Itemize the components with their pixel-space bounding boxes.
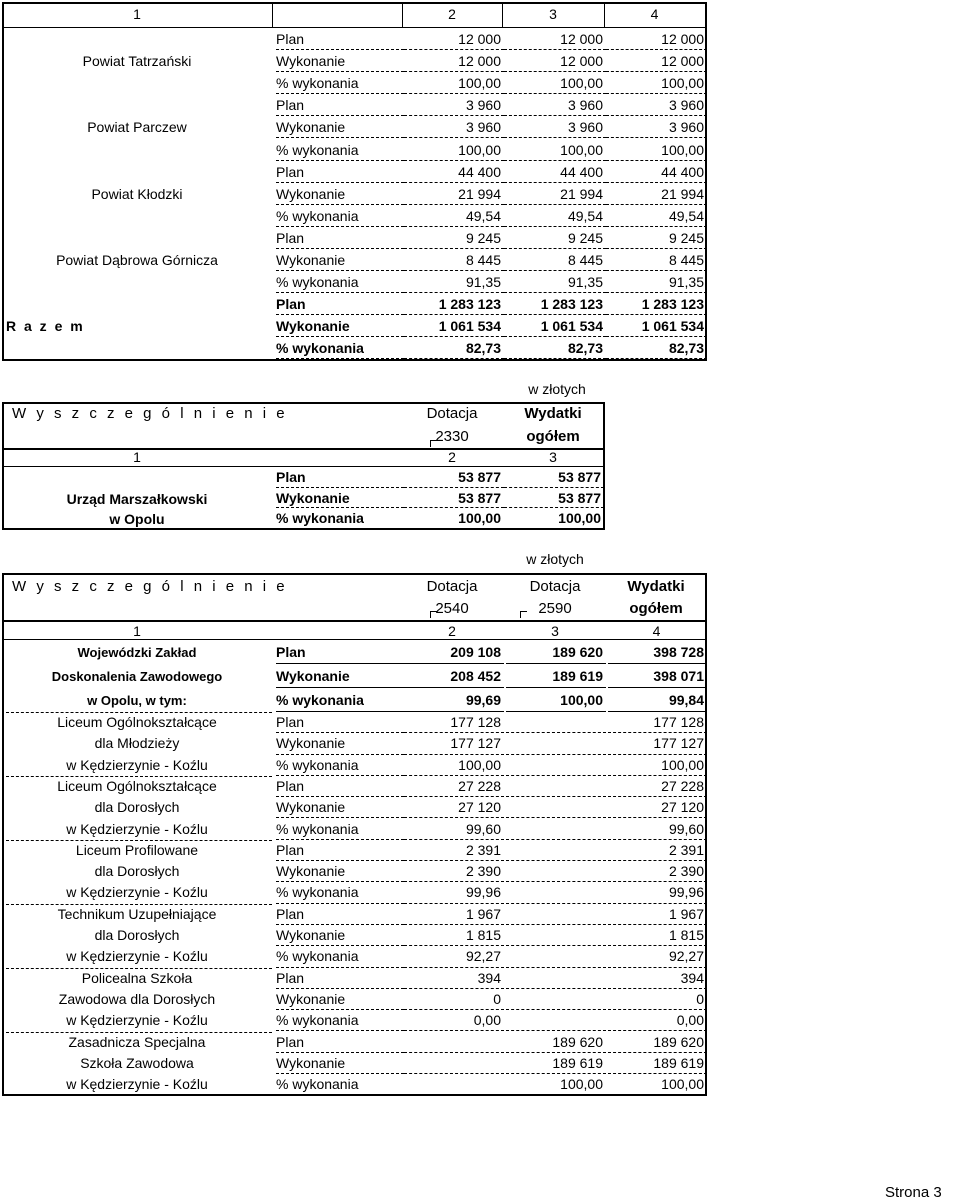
- row-label: Wykonanie: [276, 488, 404, 509]
- value-cell: 100,00: [504, 72, 606, 94]
- row-label: Plan: [276, 712, 404, 733]
- value-cell: 91,35: [606, 271, 707, 293]
- value-cell: [506, 1010, 606, 1031]
- table1-header-row: [2, 4, 707, 26]
- table1-row: [2, 337, 705, 359]
- value-cell: 9 245: [404, 227, 504, 249]
- row-label: Wykonanie: [276, 733, 404, 754]
- table3-sub-name-line: Liceum Ogólnokształcące: [57, 777, 217, 794]
- value-cell: 1 967: [608, 904, 707, 925]
- value-cell: 12 000: [404, 28, 504, 50]
- table3-sub-name-line: dla Dorosłych: [94, 863, 180, 880]
- table3-sub-row: [2, 1010, 705, 1031]
- value-cell: [404, 1074, 504, 1095]
- value-cell: 27 228: [608, 776, 707, 797]
- value-cell: [506, 819, 606, 840]
- table1-colnum-4: 4: [650, 6, 659, 22]
- table2-row: [2, 488, 605, 509]
- value-cell: 3 960: [504, 94, 606, 116]
- value-cell: 177 128: [404, 712, 504, 733]
- table1-row: [2, 94, 705, 116]
- table1-row: [2, 293, 705, 315]
- table3-sub-name-line: w Kędzierzynie - Koźlu: [66, 1076, 208, 1093]
- value-cell: 189 619: [608, 1053, 707, 1074]
- value-cell: 100,00: [606, 139, 707, 161]
- table3-main-name-line: Doskonalenia Zawodowego: [51, 669, 223, 684]
- value-cell: 49,54: [606, 205, 707, 227]
- value-cell: 3 960: [606, 116, 707, 138]
- table3-sub-name-line: w Kędzierzynie - Koźlu: [66, 820, 208, 837]
- table2-row: [2, 508, 605, 529]
- value-cell: 100,00: [404, 508, 504, 529]
- table3-sub-row: [2, 712, 705, 733]
- value-cell: 189 619: [506, 664, 606, 688]
- row-label: Plan: [276, 968, 404, 989]
- table3-sub-name-line: Zasadnicza Specjalna: [68, 1033, 206, 1050]
- value-cell: 99,96: [404, 882, 504, 903]
- value-cell: 100,00: [504, 139, 606, 161]
- table3-sub-row: [2, 946, 705, 967]
- value-cell: 1 815: [608, 925, 707, 946]
- table3-main-row: [2, 688, 705, 712]
- table3-sub-name-line: dla Dorosłych: [94, 927, 180, 943]
- table1-group-name: R a z e m: [6, 318, 85, 335]
- value-cell: 189 620: [608, 1032, 707, 1053]
- value-cell: 189 619: [506, 1053, 606, 1074]
- value-cell: 100,00: [404, 72, 504, 94]
- value-cell: 82,73: [606, 337, 707, 359]
- table3-main-name-line: Wojewódzki Zakład: [77, 645, 197, 660]
- table1-row: [2, 28, 705, 50]
- value-cell: 100,00: [404, 139, 504, 161]
- row-label: Plan: [276, 467, 404, 488]
- table3-sub-row: [2, 840, 705, 861]
- value-cell: 3 960: [404, 94, 504, 116]
- table3-sub-row: [2, 733, 705, 754]
- row-label: Wykonanie: [276, 861, 404, 882]
- table3-sub-name-line: w Kędzierzynie - Koźlu: [66, 884, 208, 901]
- value-cell: 3 960: [606, 94, 707, 116]
- table1-row: [2, 271, 705, 293]
- value-cell: 100,00: [560, 1076, 603, 1093]
- table3-sub-row: [2, 882, 705, 903]
- table1-colnum-2: 2: [448, 6, 456, 22]
- row-label: Plan: [276, 904, 404, 925]
- value-cell: 398 071: [608, 664, 707, 688]
- table1-group-name: Powiat Dąbrowa Górnicza: [56, 252, 218, 268]
- value-cell: 100,00: [404, 755, 504, 776]
- table1-group-name: Powiat Tatrzański: [82, 53, 192, 70]
- table2-body: [2, 467, 605, 529]
- row-label: % wykonania: [276, 1010, 404, 1031]
- table1-row: [2, 227, 705, 249]
- table1-group-name: Powiat Kłodzki: [91, 185, 183, 202]
- row-label: Plan: [276, 1032, 404, 1053]
- table1-row: [2, 116, 705, 138]
- table3-sub-row: [2, 797, 705, 818]
- row-label: Plan: [276, 776, 404, 797]
- value-cell: 99,60: [608, 819, 707, 840]
- table3-sub-row: [2, 925, 705, 946]
- value-cell: 12 000: [504, 28, 606, 50]
- value-cell: 53 877: [404, 467, 504, 488]
- table1-row: [2, 139, 705, 161]
- value-cell: [506, 797, 606, 818]
- table3-sub-name-line: w Kędzierzynie - Koźlu: [66, 756, 208, 773]
- table3-code-marker-a: [430, 611, 437, 618]
- table3-sub-name-line: Szkoła Zawodowa: [80, 1054, 194, 1071]
- table2-name-line1: Urząd Marszałkowski: [66, 490, 208, 507]
- value-cell: 8 445: [606, 249, 707, 271]
- table3-col-dotacja-a-code: 2540: [435, 600, 469, 617]
- row-label: Wykonanie: [276, 249, 404, 271]
- row-label: Wykonanie: [276, 989, 404, 1010]
- value-cell: [506, 882, 606, 903]
- row-label: % wykonania: [276, 337, 404, 359]
- table3-main-row: [2, 664, 705, 688]
- row-label: Plan: [276, 161, 404, 183]
- table1-row: [2, 183, 705, 205]
- value-cell: 1 283 123: [404, 293, 504, 315]
- value-cell: 21 994: [404, 183, 504, 205]
- page-number: Strona 3: [885, 1184, 942, 1201]
- table2-col-dotacja-code: 2330: [435, 428, 469, 445]
- table1-row: [2, 72, 705, 94]
- value-cell: [506, 989, 606, 1010]
- row-label: Plan: [276, 94, 404, 116]
- table3-main-row: [2, 640, 705, 664]
- value-cell: [506, 733, 606, 754]
- table1-row: [2, 315, 705, 337]
- row-label: % wykonania: [276, 755, 404, 776]
- value-cell: 394: [404, 968, 504, 989]
- table3-sub-row: [2, 968, 705, 989]
- value-cell: 2 390: [404, 861, 504, 882]
- table3-sub-name-line: Policealna Szkoła: [81, 969, 193, 986]
- table3-col-dotacja-a: Dotacja: [426, 578, 478, 595]
- table3-sub-name-line: Zawodowa dla Dorosłych: [58, 990, 216, 1007]
- value-cell: [404, 1032, 504, 1053]
- value-cell: [506, 776, 606, 797]
- table2-code-marker: [430, 440, 437, 447]
- value-cell: [506, 946, 606, 967]
- value-cell: 177 127: [404, 733, 504, 754]
- value-cell: 49,54: [404, 205, 504, 227]
- value-cell: 12 000: [606, 50, 707, 72]
- value-cell: 1 061 534: [504, 315, 606, 337]
- table1-body: [2, 28, 707, 360]
- table3-col-dotacja-b-code: 2590: [538, 600, 572, 617]
- row-label: Wykonanie: [276, 797, 404, 818]
- value-cell: [506, 968, 606, 989]
- table3-sub-row: [2, 776, 705, 797]
- row-label: Wykonanie: [276, 925, 404, 946]
- value-cell: 27 120: [608, 797, 707, 818]
- value-cell: 53 877: [504, 467, 604, 488]
- table3-sub-row: [2, 861, 705, 882]
- table2-colnum-3: 3: [549, 449, 557, 465]
- value-cell: 100,00: [661, 1076, 704, 1093]
- row-label: % wykonania: [276, 882, 404, 903]
- value-cell: 53 877: [504, 488, 604, 509]
- value-cell: 12 000: [404, 50, 504, 72]
- value-cell: 2 391: [608, 840, 707, 861]
- table3-sub-name-line: dla Młodzieży: [94, 735, 180, 752]
- value-cell: 3 960: [504, 116, 606, 138]
- row-label: % wykonania: [276, 205, 404, 227]
- row-label: Plan: [276, 840, 404, 861]
- table3-body: [2, 640, 707, 1095]
- value-cell: 99,60: [404, 819, 504, 840]
- row-label: % wykonania: [276, 688, 404, 712]
- table3-sub-name-line: w Kędzierzynie - Koźlu: [66, 948, 208, 965]
- table3-number-row: [2, 621, 707, 640]
- value-cell: 92,27: [608, 946, 707, 967]
- value-cell: 44 400: [504, 161, 606, 183]
- value-cell: 394: [608, 968, 707, 989]
- value-cell: 9 245: [606, 227, 707, 249]
- value-cell: 91,35: [404, 271, 504, 293]
- table1-group-name: Powiat Parczew: [87, 119, 187, 136]
- table3-col-dotacja-b: Dotacja: [529, 578, 581, 595]
- value-cell: 92,27: [404, 946, 504, 967]
- value-cell: 12 000: [606, 28, 707, 50]
- value-cell: [506, 840, 606, 861]
- value-cell: 2 391: [404, 840, 504, 861]
- value-cell: 100,00: [504, 508, 604, 529]
- value-cell: [404, 1053, 504, 1074]
- value-cell: [506, 904, 606, 925]
- value-cell: 99,96: [608, 882, 707, 903]
- row-label: Wykonanie: [276, 664, 404, 688]
- value-cell: 0,00: [404, 1010, 504, 1031]
- table3-sub-row: [2, 1074, 705, 1095]
- table3-col-wydatki: Wydatki: [627, 578, 685, 595]
- value-cell: [506, 755, 606, 776]
- value-cell: 189 620: [506, 640, 606, 664]
- value-cell: 53 877: [404, 488, 504, 509]
- value-cell: 100,00: [608, 755, 707, 776]
- value-cell: 1 061 534: [606, 315, 707, 337]
- value-cell: 208 452: [404, 664, 504, 688]
- row-label: % wykonania: [276, 1076, 359, 1093]
- value-cell: 44 400: [606, 161, 707, 183]
- row-label: % wykonania: [276, 72, 404, 94]
- value-cell: 0: [404, 989, 504, 1010]
- table2-col-dotacja: Dotacja: [426, 405, 478, 422]
- table3-colnum-3: 3: [551, 623, 559, 639]
- table3-code-marker-b: [520, 611, 527, 618]
- table3-colnum-1: 1: [133, 623, 141, 639]
- table3-sub-row: [2, 755, 705, 776]
- row-label: % wykonania: [276, 508, 404, 529]
- table3-sub-name-line: dla Dorosłych: [94, 799, 180, 816]
- table1-row: [2, 205, 705, 227]
- table2-colnum-1: 1: [133, 449, 141, 465]
- value-cell: 1 283 123: [504, 293, 606, 315]
- value-cell: 99,84: [608, 688, 707, 712]
- value-cell: 177 127: [608, 733, 707, 754]
- value-cell: 3 960: [404, 116, 504, 138]
- table3-sub-row: [2, 819, 705, 840]
- value-cell: 99,69: [404, 688, 504, 712]
- table1-row: [2, 249, 705, 271]
- value-cell: 398 728: [608, 640, 707, 664]
- value-cell: 100,00: [606, 72, 707, 94]
- value-cell: 27 120: [404, 797, 504, 818]
- row-label: Plan: [276, 640, 404, 664]
- value-cell: 189 620: [506, 1032, 606, 1053]
- table3-header-label: W y s z c z e g ó l n i e n i e: [12, 578, 288, 595]
- value-cell: 8 445: [404, 249, 504, 271]
- row-label: Plan: [276, 28, 404, 50]
- row-label: Plan: [276, 227, 404, 249]
- table2-number-row: [2, 447, 605, 467]
- value-cell: 9 245: [504, 227, 606, 249]
- table2-col-wydatki: Wydatki: [524, 405, 582, 422]
- value-cell: [506, 712, 606, 733]
- table2-row: [2, 467, 605, 488]
- value-cell: 177 128: [608, 712, 707, 733]
- table3-sub-name-line: w Kędzierzynie - Koźlu: [66, 1012, 208, 1029]
- table3-sub-name-line: Technikum Uzupełniające: [57, 905, 217, 922]
- value-cell: 0,00: [608, 1010, 707, 1031]
- table3-colnum-2: 2: [448, 623, 456, 639]
- row-label: Plan: [276, 293, 404, 315]
- table2-name-line2: w Opolu: [109, 511, 165, 527]
- row-label: % wykonania: [276, 819, 404, 840]
- value-cell: 1 283 123: [606, 293, 707, 315]
- value-cell: 8 445: [504, 249, 606, 271]
- value-cell: 44 400: [404, 161, 504, 183]
- value-cell: 82,73: [404, 337, 504, 359]
- value-cell: [506, 861, 606, 882]
- value-cell: 82,73: [504, 337, 606, 359]
- value-cell: 1 061 534: [404, 315, 504, 337]
- table3-sub-row: [2, 1053, 705, 1074]
- table1-row: [2, 50, 705, 72]
- table3-sub-row: [2, 904, 705, 925]
- table3-sub-row: [2, 1032, 705, 1053]
- row-label: Wykonanie: [276, 315, 404, 337]
- table2-colnum-2: 2: [448, 449, 456, 465]
- row-label: % wykonania: [276, 946, 404, 967]
- row-label: Wykonanie: [276, 183, 404, 205]
- value-cell: 209 108: [404, 640, 504, 664]
- table3-main-name-line: w Opolu, w tym:: [87, 693, 187, 708]
- value-cell: 21 994: [606, 183, 707, 205]
- table2-col-wydatki-sub: ogółem: [526, 428, 580, 445]
- value-cell: 100,00: [506, 688, 606, 712]
- table3-sub-row: [2, 989, 705, 1010]
- value-cell: 27 228: [404, 776, 504, 797]
- row-label: Wykonanie: [276, 116, 404, 138]
- value-cell: 1 967: [404, 904, 504, 925]
- table3-sub-name-line: Liceum Ogólnokształcące: [57, 714, 217, 730]
- value-cell: 2 390: [608, 861, 707, 882]
- value-cell: 0: [608, 989, 707, 1010]
- value-cell: 49,54: [504, 205, 606, 227]
- table1-colnum-1: 1: [133, 6, 141, 22]
- row-label: Wykonanie: [276, 1053, 404, 1074]
- value-cell: 21 994: [504, 183, 606, 205]
- table3-col-wydatki-sub: ogółem: [629, 600, 683, 617]
- row-label: % wykonania: [276, 139, 404, 161]
- table1-row: [2, 161, 705, 183]
- value-cell: 12 000: [504, 50, 606, 72]
- table3-sub-name-line: Liceum Profilowane: [75, 841, 199, 858]
- table3-colnum-4: 4: [652, 623, 661, 639]
- table2-header-label: W y s z c z e g ó l n i e n i e: [12, 405, 288, 422]
- value-cell: 91,35: [504, 271, 606, 293]
- table2-unit: w złotych: [528, 381, 586, 397]
- table1-colnum-3: 3: [549, 6, 557, 22]
- table3-unit: w złotych: [526, 551, 584, 567]
- row-label: Wykonanie: [276, 50, 404, 72]
- value-cell: [506, 925, 606, 946]
- value-cell: 1 815: [404, 925, 504, 946]
- row-label: % wykonania: [276, 271, 404, 293]
